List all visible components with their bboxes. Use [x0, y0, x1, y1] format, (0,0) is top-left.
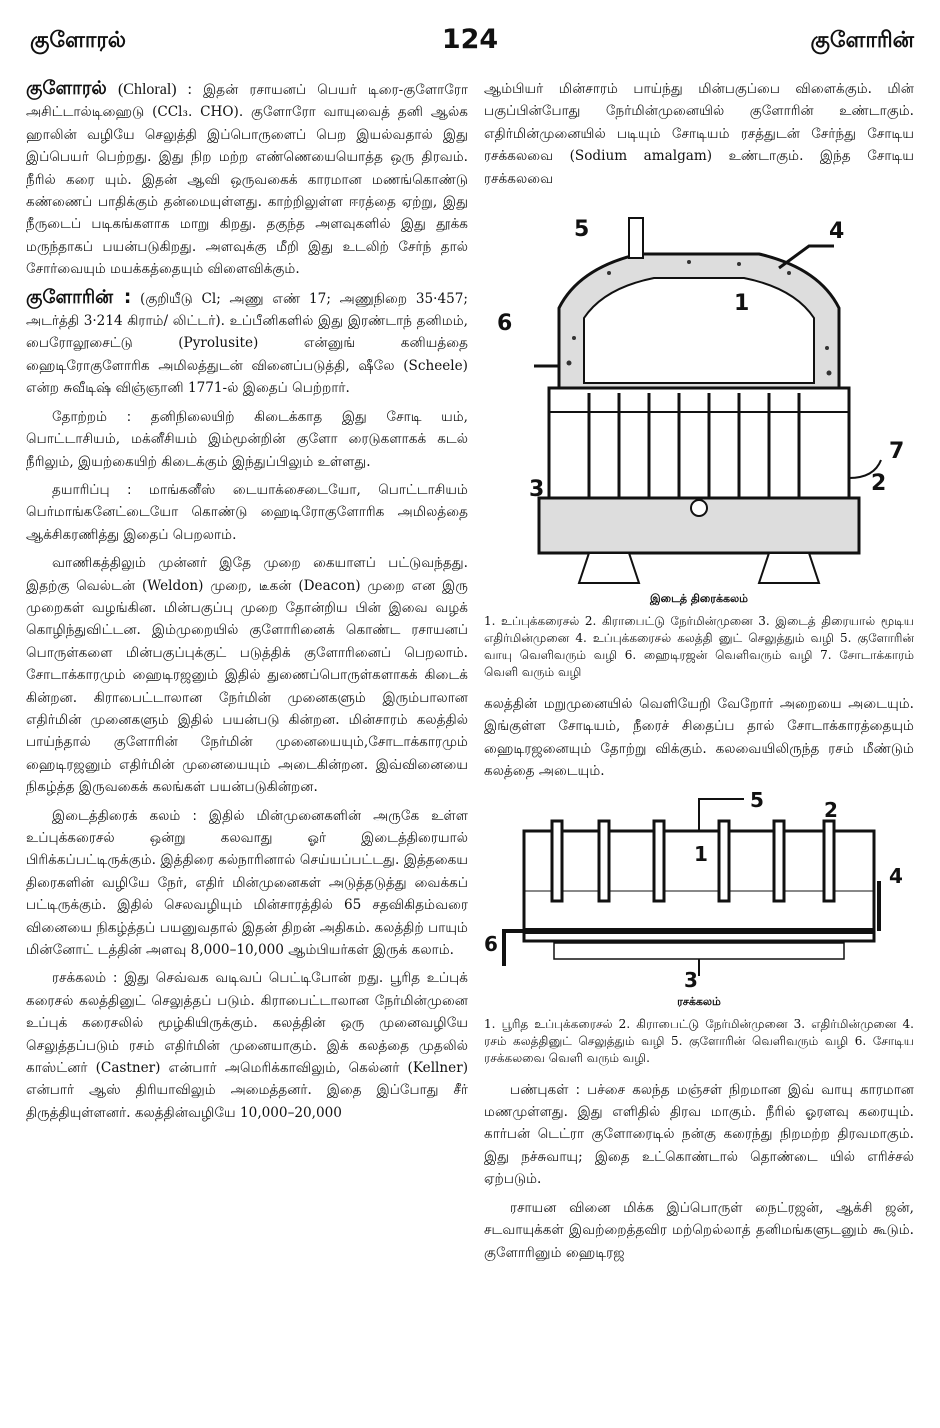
term-occurrence: தோற்றம் : [52, 408, 132, 425]
fig1-label-7: 7 [889, 439, 905, 465]
entry-latin-chloral: (Chloral) : [117, 81, 192, 98]
text-occurrence: தனிநிலையிற் கிடைக்காத இது சோடி யம், பொட்டாசியம், மக்னீசியம் இம்மூன்றின் குளோ ரைடுகளாகக் கடல் நீரிலும், இயற்கையிற் கிடைக்கும் இந்துப்பிலும் உள்ளது. [26, 408, 468, 470]
mercury-cell-diagram [484, 791, 914, 991]
fig2-label-6: 6 [484, 931, 498, 956]
paragraph-properties [484, 1079, 914, 1191]
paragraph-occurrence [26, 406, 468, 473]
paragraph-commercial: வாணிகத்திலும் முன்னர் இதே முறை கையாளப் பட்டுவந்தது. இதற்கு வெல்டன் (Weldon) முறை, டீகன் (Deacon) முறை என இரு முறைகள் வழங்கின. மின்பகுப்பு முறை தோன்றிய பின் இவை வழக் கொழிந்துவிட்டன. இம்முறையில் குளோரினைக் கொண்ட ரசாயனப் பொருள்களை மின்பகுப்புக்குட் படுத்திக் குளோரினைப் பெறலாம். சோடாக்காரமும் ஹைடிரஜனும் இதில் துணைப்பொருள்களாகக் கிடைக் கின்றன. கிராபைட்டாலான நேர்மின் முனைகளும் இரும்பாலான எதிர்மின் முனைகளும் இதில் பயன்படு கின்றன. மின்சாரம் கலத்தில் பாய்ந்தால் குளோரின் நேர்மின் முனையையும்,சோடாக்காரமும் ஹைடிரஜனும் எதிர்மின் முனையையும் அடைகின்றன. இவ்வினையை நிகழ்த்த இருவகைக் கலங்கள் பயன்படுகின்றன. [26, 555, 468, 796]
figure-caption-mercury-cell: 1. பூரித உப்புக்கரைசல் 2. கிராபைட்டு நேர்மின்முனை 3. எதிர்மின்முனை 4. ரசம் கலத்தினுட் செலுத்தும் வழி 5. குளோரின் வெளிவரும் வழி 6. சோடிய ரசக்கலவை வெளி வரும் வழி. [484, 1016, 914, 1065]
fig1-label-5: 5 [574, 217, 590, 243]
fig2-label-3: 3 [684, 967, 698, 991]
fig1-label-3: 3 [529, 477, 545, 503]
page-number: 124 [441, 24, 499, 55]
fig2-label-1: 1 [694, 841, 708, 866]
figure-title-mercury-cell: ரசக்கலம் [677, 994, 721, 1008]
text-diaphragm-cell: இதில் மின்முனைகளின் அருகே உள்ள உப்புக்கரைசல் ஒன்று கலவாது ஓர் இடைத்திரையால் பிரிக்கப்பட்டிருக்கும். இத்திரை கல்நாரினால் செய்யப்பட்டது. இத்தகைய திரைகளின் வழியே நேர், எதிர் மின்முனைகள் அடுத்தடுத்து வைக்கப் பட்டிருக்கும். இதில் செலவழியும் மின்சாரத்தில் 65 சதவிகிதம்வரை வினையை நிகழ்த்தப் பயனுவதால் இதன் திறன் அதிகம். கலத்திற் பாயும் மின்னோட் டத்தின் அளவு 8,000–10,000 ஆம்பியர்கள் இருக் கலாம். [26, 807, 468, 959]
text-mercury-cell: இது செவ்வக வடிவப் பெட்டிபோன் றது. பூரித உப்புக் கரைசல் கலத்தினுட் செலுத்தப் படும். கிராபைட்டாலான நேர்மின்முனை உப்புக் கரைசலில் மூழ்கியிருக்கும். கலத்தின் ஒரு முனைவழியே செலுத்தப்படும் ரசம் எதிர்மின் முனையாகும். இக் கலத்தை முதலில் காஸ்ட்னர் (Castner) என்பார் அமெரிக்காவிலும், கெல்னர் (Kellner) என்பார் ஆஸ் திரியாவிலும் அமைத்தனர். இதை இப்போது சீர் திருத்தியுள்ளனர். கலத்தின்வழியே 10,000–20,000 [26, 970, 468, 1121]
text-preparation: மாங்கனீஸ் டையாக்சைடையோ, பொட்டாசியம் பெர்மாங்கனேட்டையோ கொண்டு ஹைடிரோகுளோரிக அமிலத்தை ஆக்சிகரணித்து இதைப் பெறலாம். [26, 481, 468, 543]
entry-text-chloral: இதன் ரசாயனப் பெயர் டிரை-குளோரோ அசிட்டால்டிஹைடு (CCl₃. CHO). குளோரோ வாயுவைத் தனி ஆல்க ஹாலின் வழியே செலுத்தி இப்பொருளைப் பெற இயல்வதால் இது இப்பெயர் பெற்றது. இது நிற மற்ற எண்ணெயையொத்த ஒரு திரவம். நீரில் கரை யும். இதன் ஆவி ஒருவகைக் காரமான மணங்கொண்டு கண்ணைப் பாதிக்கும் தன்மையுள்ளது. காற்றிலுள்ள ஈரத்தை ஏற்று, இது நீருடைப் படிகங்களாக மாறு கிறது. தகுந்த அளவுகளில் இது தூக்க மருந்தாகப் பயன்படுகிறது. அளவுக்கு மீறி இது உடலிற் சேர்ந் தால் சோர்வையும் மயக்கத்தையும் விளைவிக்கும். [26, 82, 468, 278]
term-preparation: தயாரிப்பு : [52, 481, 132, 498]
figure-mercury-cell [484, 791, 914, 1067]
entry-heading-chlorine: குளோரின் : [26, 286, 132, 308]
paragraph-preparation [26, 479, 468, 546]
paragraph-diaphragm-cell [26, 805, 468, 962]
figure-title-diaphragm-cell: இடைத் திரைக்கலம் [649, 592, 749, 606]
page-header [22, 24, 918, 64]
running-head-left: குளோரல் [30, 28, 127, 53]
left-column [26, 78, 468, 1420]
fig1-label-2: 2 [871, 471, 887, 497]
paragraph-reactivity: ரசாயன வினை மிக்க இப்பொருள் நைட்ரஜன், ஆக்சி ஜன், சடவாயுக்கள் இவற்றைத்தவிர மற்றெல்லாத் தனிமங்களுடனும் கூடும். குளோரினும் ஹைடிரஜ [484, 1199, 914, 1261]
fig1-label-4: 4 [829, 219, 845, 245]
fig1-label-1: 1 [734, 291, 750, 317]
entry-text-chlorine: (குறியீடு Cl; அணு எண் 17; அணுநிறை 35·457; அடர்த்தி 3·214 கிராம்/ லிட்டர்). உப்பீனிகளில் இது இரண்டாந் தனிமம், பைரோலூசைட்டு (Pyrolusite) என்னுங் கனியத்தை ஹைடிரோகுளோரிக அமிலத்துடன் வினைப்படுத்தி, ஷீலே (Scheele) என்ற சுவீடிஷ் விஞ்ஞானி 1771-ல் இதைப் பெற்றார். [26, 290, 468, 397]
fig2-label-4: 4 [889, 863, 903, 888]
entry-chloral [26, 78, 468, 281]
diaphragm-cell-diagram [489, 198, 909, 588]
entry-chlorine [26, 287, 468, 400]
term-mercury-cell: ரசக்கலம் : [52, 970, 118, 987]
text-properties: பச்சை கலந்த மஞ்சள் நிறமான இவ் வாயு காரமான மணமுள்ளது. இது எளிதில் திரவ மாகும். நீரில் ஓரளவு கரையும். கார்பன் டெட்ரா குளோரைடில் நன்கு கரைந்து நிறமற்ற திரவமாகும். இது நச்சுவாயு; இதை உட்கொண்டால் தொண்டை யில் எரிச்சல் ஏற்படும். [484, 1081, 914, 1188]
fig1-label-6: 6 [497, 311, 513, 337]
paragraph-continuation-2: கலத்தின் மறுமுனையில் வெளியேறி வேறோர் அறையை அடையும். இங்குள்ள சோடியம், நீரைச் சிதைப்ப தால் சோடாக்காரத்தையும் ஹைடிரஜனையும் தோற்று விக்கும். கலவையிலிருந்த ரசம் மீண்டும் கலத்தை அடையும். [484, 696, 914, 780]
paragraph-continuation: ஆம்பியர் மின்சாரம் பாய்ந்து மின்பகுப்பை விளைக்கும். மின் பகுப்பின்போது நேர்மின்முனையில் குளோரின் உண்டாகும். எதிர்மின்முனையில் படியும் சோடியம் ரசத்துடன் சேர்ந்து சோடிய ரசக்கலவை (Sodium amalgam) உண்டாகும். இந்த சோடிய ரசக்கலவை [484, 81, 914, 187]
right-column [484, 78, 914, 1420]
entry-heading-chloral: குளோரல் [26, 78, 107, 99]
fig2-label-2: 2 [824, 797, 838, 822]
running-head-right: குளோரின் [810, 28, 914, 53]
term-diaphragm-cell: இடைத்திரைக் கலம் : [52, 807, 197, 824]
figure-caption-diaphragm-cell: 1. உப்புக்கரைசல் 2. கிராபைட்டு நேர்மின்முனை 3. இடைத் திரையால் மூடிய எதிர்மின்முனை 4. உப்புக்கரைசல் கலத்தி னுட் செலுத்தும் வழி 5. குளோரின் வாயு வெளிவரும் வழி 6. ஹைடிரஜன் வெளிவரும் வழி 7. சோடாக்காரம் வெளி வரும் வழி [484, 614, 914, 680]
figure-diaphragm-cell [484, 198, 914, 681]
term-properties: பண்புகள் : [510, 1081, 581, 1098]
paragraph-mercury-cell [26, 967, 468, 1124]
fig2-label-5: 5 [750, 790, 764, 812]
